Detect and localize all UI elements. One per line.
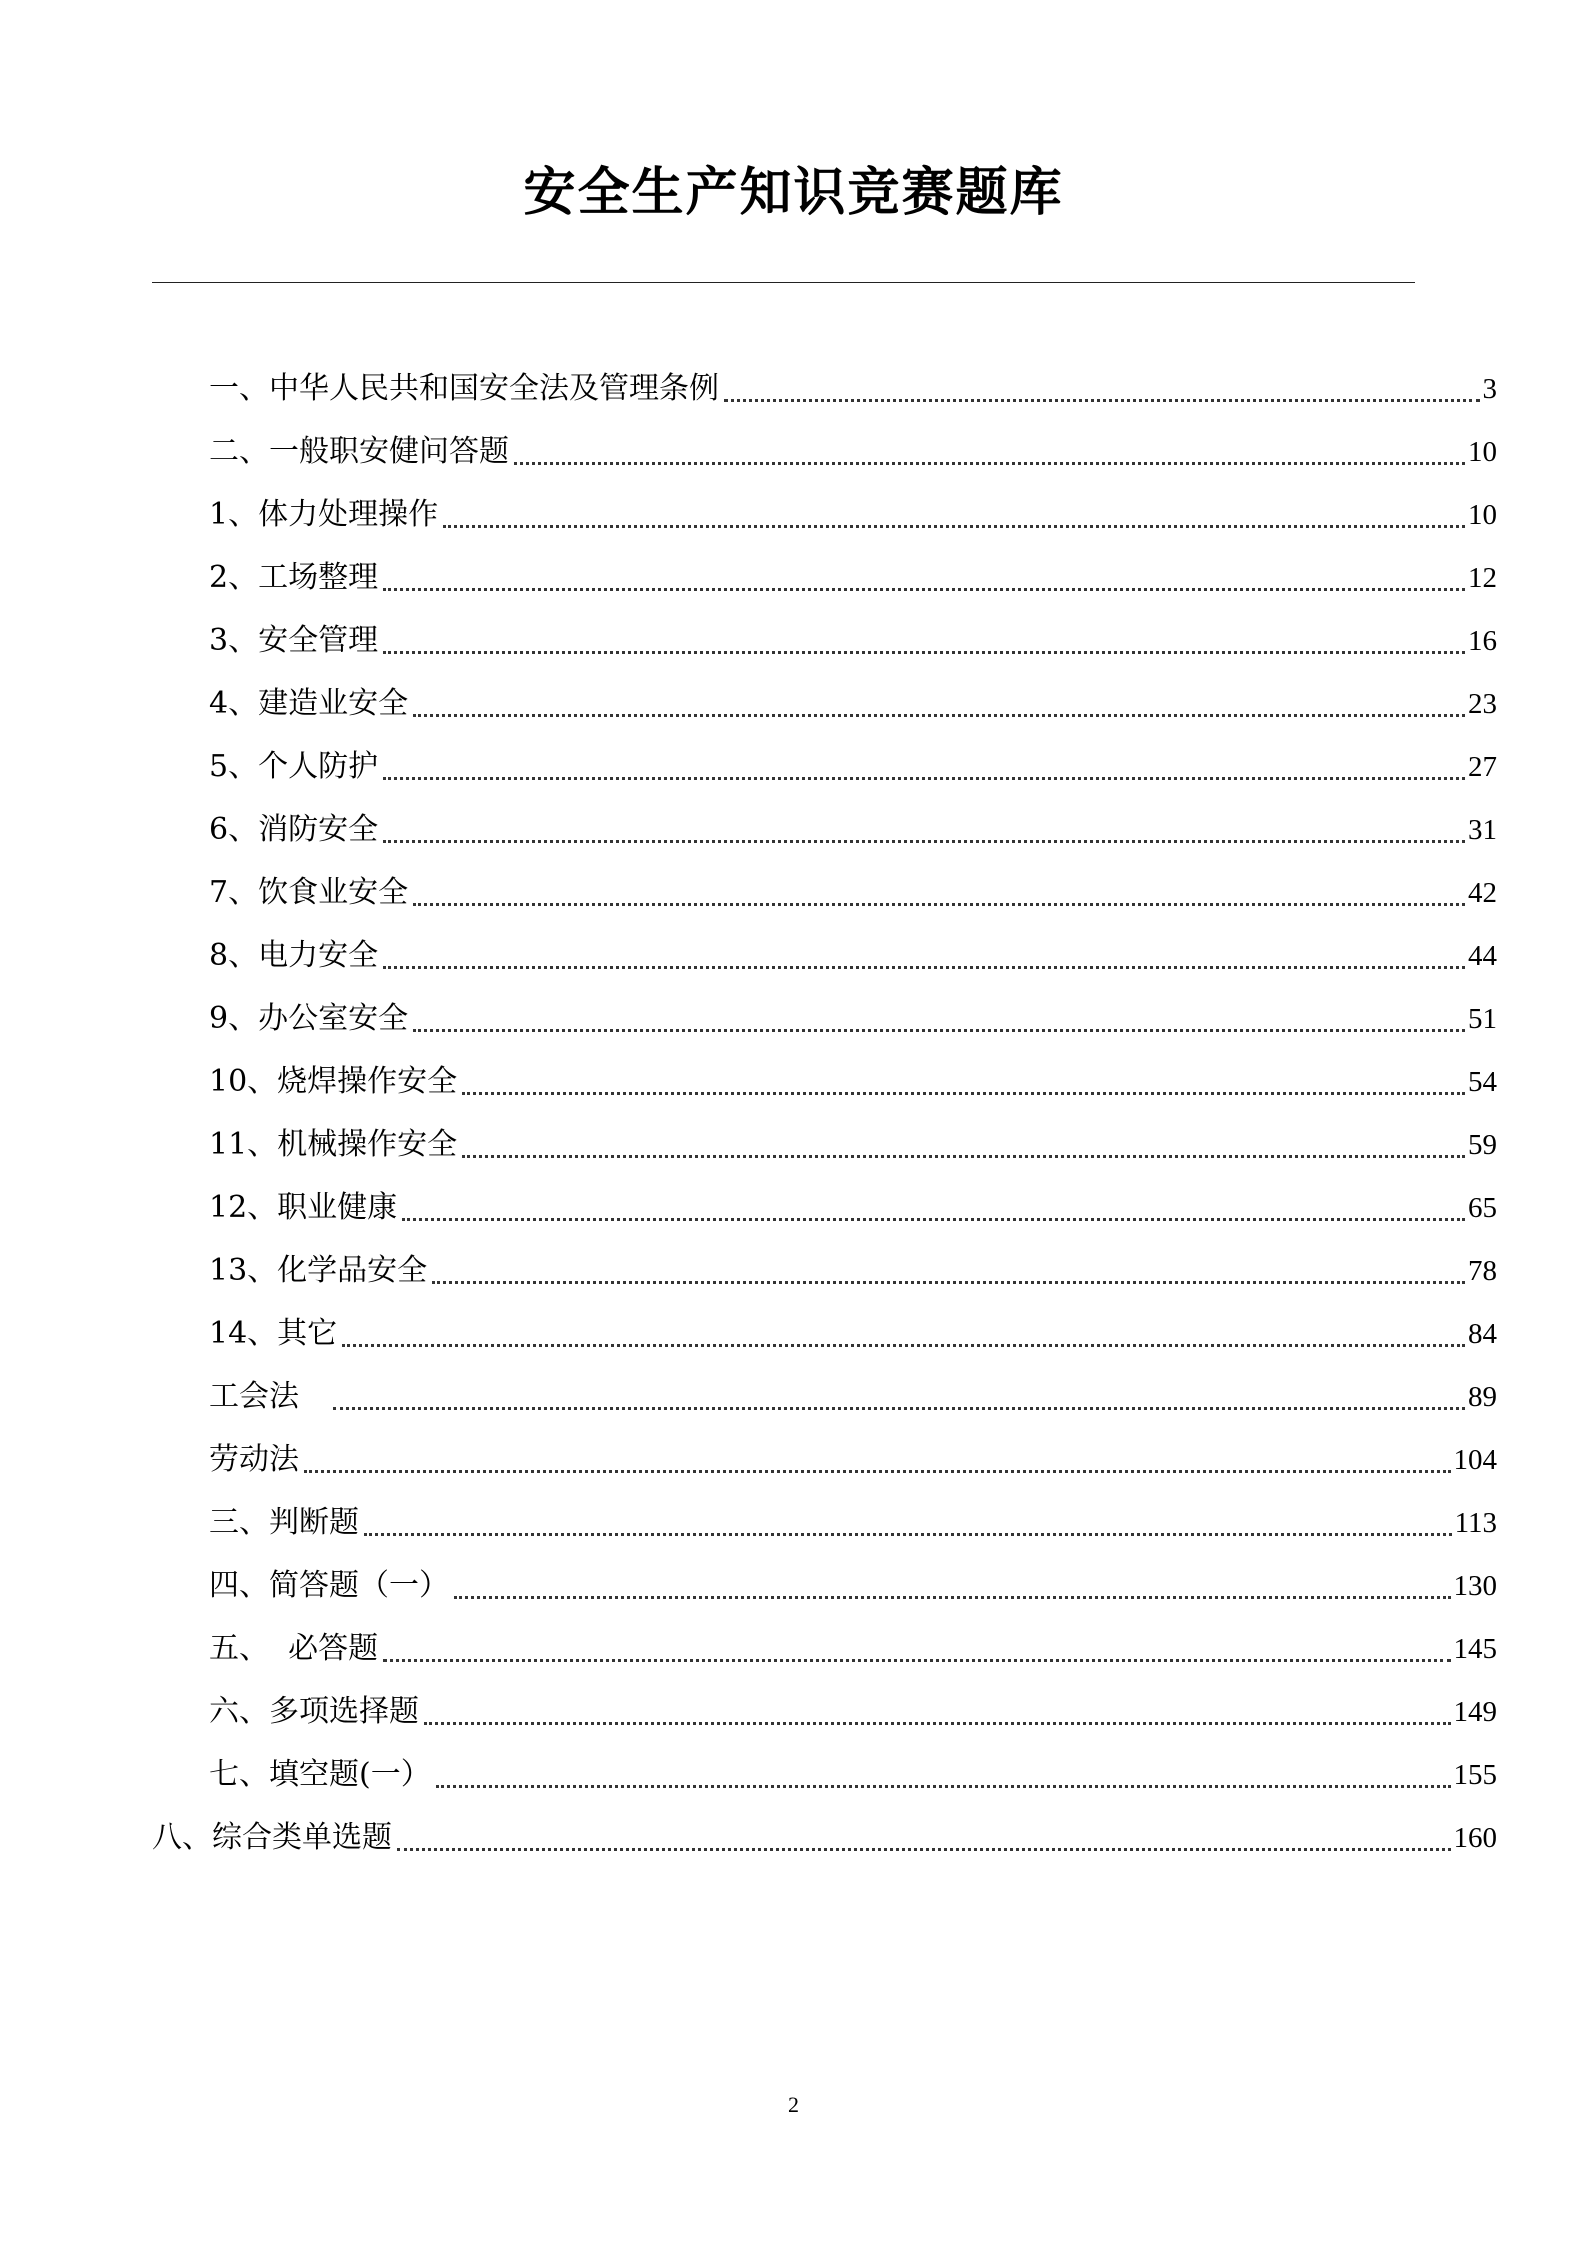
toc-entry-label: 5、个人防护	[209, 749, 379, 784]
toc-dot-leader	[402, 1218, 1465, 1221]
toc-entry-22[interactable]	[209, 1687, 1497, 1737]
toc-entry-20[interactable]	[209, 1561, 1497, 1611]
toc-entry-page: 84	[1468, 1318, 1497, 1350]
toc-entry-page: 160	[1453, 1822, 1497, 1854]
toc-entry-5[interactable]	[209, 616, 1497, 666]
toc-entry-10[interactable]	[209, 931, 1497, 981]
toc-entry-9[interactable]	[209, 868, 1497, 918]
toc-entry-11[interactable]	[209, 994, 1497, 1044]
toc-dot-leader	[462, 1155, 1465, 1158]
toc-entry-label: 6、消防安全	[209, 812, 379, 847]
toc-entry-label: 工会法	[209, 1379, 328, 1414]
toc-entry-2[interactable]	[209, 427, 1497, 477]
toc-entry-label: 一、中华人民共和国安全法及管理条例	[209, 371, 719, 406]
toc-entry-page: 113	[1454, 1507, 1497, 1539]
toc-entry-page: 89	[1468, 1381, 1497, 1413]
toc-dot-leader	[342, 1344, 1465, 1347]
toc-entry-label: 10、烧焊操作安全	[209, 1064, 458, 1099]
toc-dot-leader	[383, 966, 1465, 969]
toc-entry-17[interactable]	[209, 1372, 1497, 1422]
toc-entry-page: 42	[1468, 877, 1497, 909]
toc-dot-leader	[413, 714, 1465, 717]
toc-entry-19[interactable]	[209, 1498, 1497, 1548]
toc-entry-page: 65	[1468, 1192, 1497, 1224]
toc-entry-page: 145	[1453, 1633, 1497, 1665]
toc-dot-leader	[333, 1407, 1465, 1410]
toc-entry-label: 八、综合类单选题	[152, 1820, 392, 1855]
toc-dot-leader	[304, 1470, 1451, 1473]
toc-entry-16[interactable]	[209, 1309, 1497, 1359]
toc-entry-label: 14、其它	[209, 1316, 338, 1351]
toc-entry-label: 七、填空题(一）	[209, 1757, 431, 1792]
toc-entry-8[interactable]	[209, 805, 1497, 855]
toc-dot-leader	[383, 651, 1465, 654]
toc-entry-page: 27	[1468, 751, 1497, 783]
toc-dot-leader	[383, 840, 1465, 843]
toc-entry-page: 12	[1468, 562, 1497, 594]
toc-entry-23[interactable]	[209, 1750, 1497, 1800]
toc-entry-21[interactable]	[209, 1624, 1497, 1674]
toc-dot-leader	[436, 1785, 1451, 1788]
toc-entry-page: 155	[1453, 1759, 1497, 1791]
toc-dot-leader	[514, 462, 1465, 465]
toc-entry-24[interactable]	[152, 1813, 1497, 1863]
toc-entry-label: 8、电力安全	[209, 938, 379, 973]
document-title: 安全生产知识竞赛题库	[523, 162, 1064, 223]
toc-entry-12[interactable]	[209, 1057, 1497, 1107]
toc-entry-page: 78	[1468, 1255, 1497, 1287]
toc-entry-label: 9、办公室安全	[209, 1001, 409, 1036]
toc-entry-label: 五、 必答题	[209, 1631, 379, 1666]
toc-entry-label: 3、安全管理	[209, 623, 379, 658]
toc-dot-leader	[454, 1596, 1451, 1599]
toc-entry-label: 1、体力处理操作	[209, 497, 439, 532]
title-divider	[152, 282, 1415, 283]
toc-entry-label: 13、化学品安全	[209, 1253, 428, 1288]
toc-entry-label: 7、饮食业安全	[209, 875, 409, 910]
toc-dot-leader	[413, 903, 1465, 906]
toc-dot-leader	[443, 525, 1465, 528]
toc-entry-14[interactable]	[209, 1183, 1497, 1233]
toc-entry-label: 劳动法	[209, 1442, 299, 1477]
toc-entry-page: 54	[1468, 1066, 1497, 1098]
toc-entry-page: 3	[1482, 373, 1497, 405]
toc-entry-page: 44	[1468, 940, 1497, 972]
toc-dot-leader	[364, 1533, 1452, 1536]
toc-entry-4[interactable]	[209, 553, 1497, 603]
toc-dot-leader	[383, 777, 1465, 780]
toc-entry-label: 2、工场整理	[209, 560, 379, 595]
page-number: 2	[788, 2092, 799, 2117]
toc-dot-leader	[383, 1659, 1450, 1662]
toc-dot-leader	[724, 399, 1480, 402]
toc-dot-leader	[383, 588, 1465, 591]
toc-entry-page: 51	[1468, 1003, 1497, 1035]
toc-entry-label: 三、判断题	[209, 1505, 359, 1540]
toc-entry-page: 149	[1453, 1696, 1497, 1728]
toc-entry-label: 11、机械操作安全	[209, 1127, 458, 1162]
toc-entry-page: 104	[1453, 1444, 1497, 1476]
toc-entry-18[interactable]	[209, 1435, 1497, 1485]
toc-entry-page: 31	[1468, 814, 1497, 846]
toc-entry-1[interactable]	[209, 364, 1497, 414]
toc-entry-page: 10	[1468, 436, 1497, 468]
toc-dot-leader	[432, 1281, 1465, 1284]
toc-entry-page: 16	[1468, 625, 1497, 657]
toc-dot-leader	[397, 1848, 1451, 1851]
toc-entry-13[interactable]	[209, 1120, 1497, 1170]
toc-dot-leader	[424, 1722, 1451, 1725]
toc-entry-label: 四、简答题（一）	[209, 1568, 449, 1603]
toc-entry-15[interactable]	[209, 1246, 1497, 1296]
toc-entry-label: 六、多项选择题	[209, 1694, 419, 1729]
toc-entry-label: 二、一般职安健问答题	[209, 434, 509, 469]
toc-entry-page: 23	[1468, 688, 1497, 720]
toc-entry-6[interactable]	[209, 679, 1497, 729]
toc-entry-label: 12、职业健康	[209, 1190, 398, 1225]
toc-dot-leader	[413, 1029, 1465, 1032]
toc-entry-7[interactable]	[209, 742, 1497, 792]
toc-entry-page: 10	[1468, 499, 1497, 531]
toc-entry-page: 59	[1468, 1129, 1497, 1161]
toc-dot-leader	[462, 1092, 1465, 1095]
toc-entry-page: 130	[1453, 1570, 1497, 1602]
toc-entry-3[interactable]	[209, 490, 1497, 540]
toc-entry-label: 4、建造业安全	[209, 686, 409, 721]
